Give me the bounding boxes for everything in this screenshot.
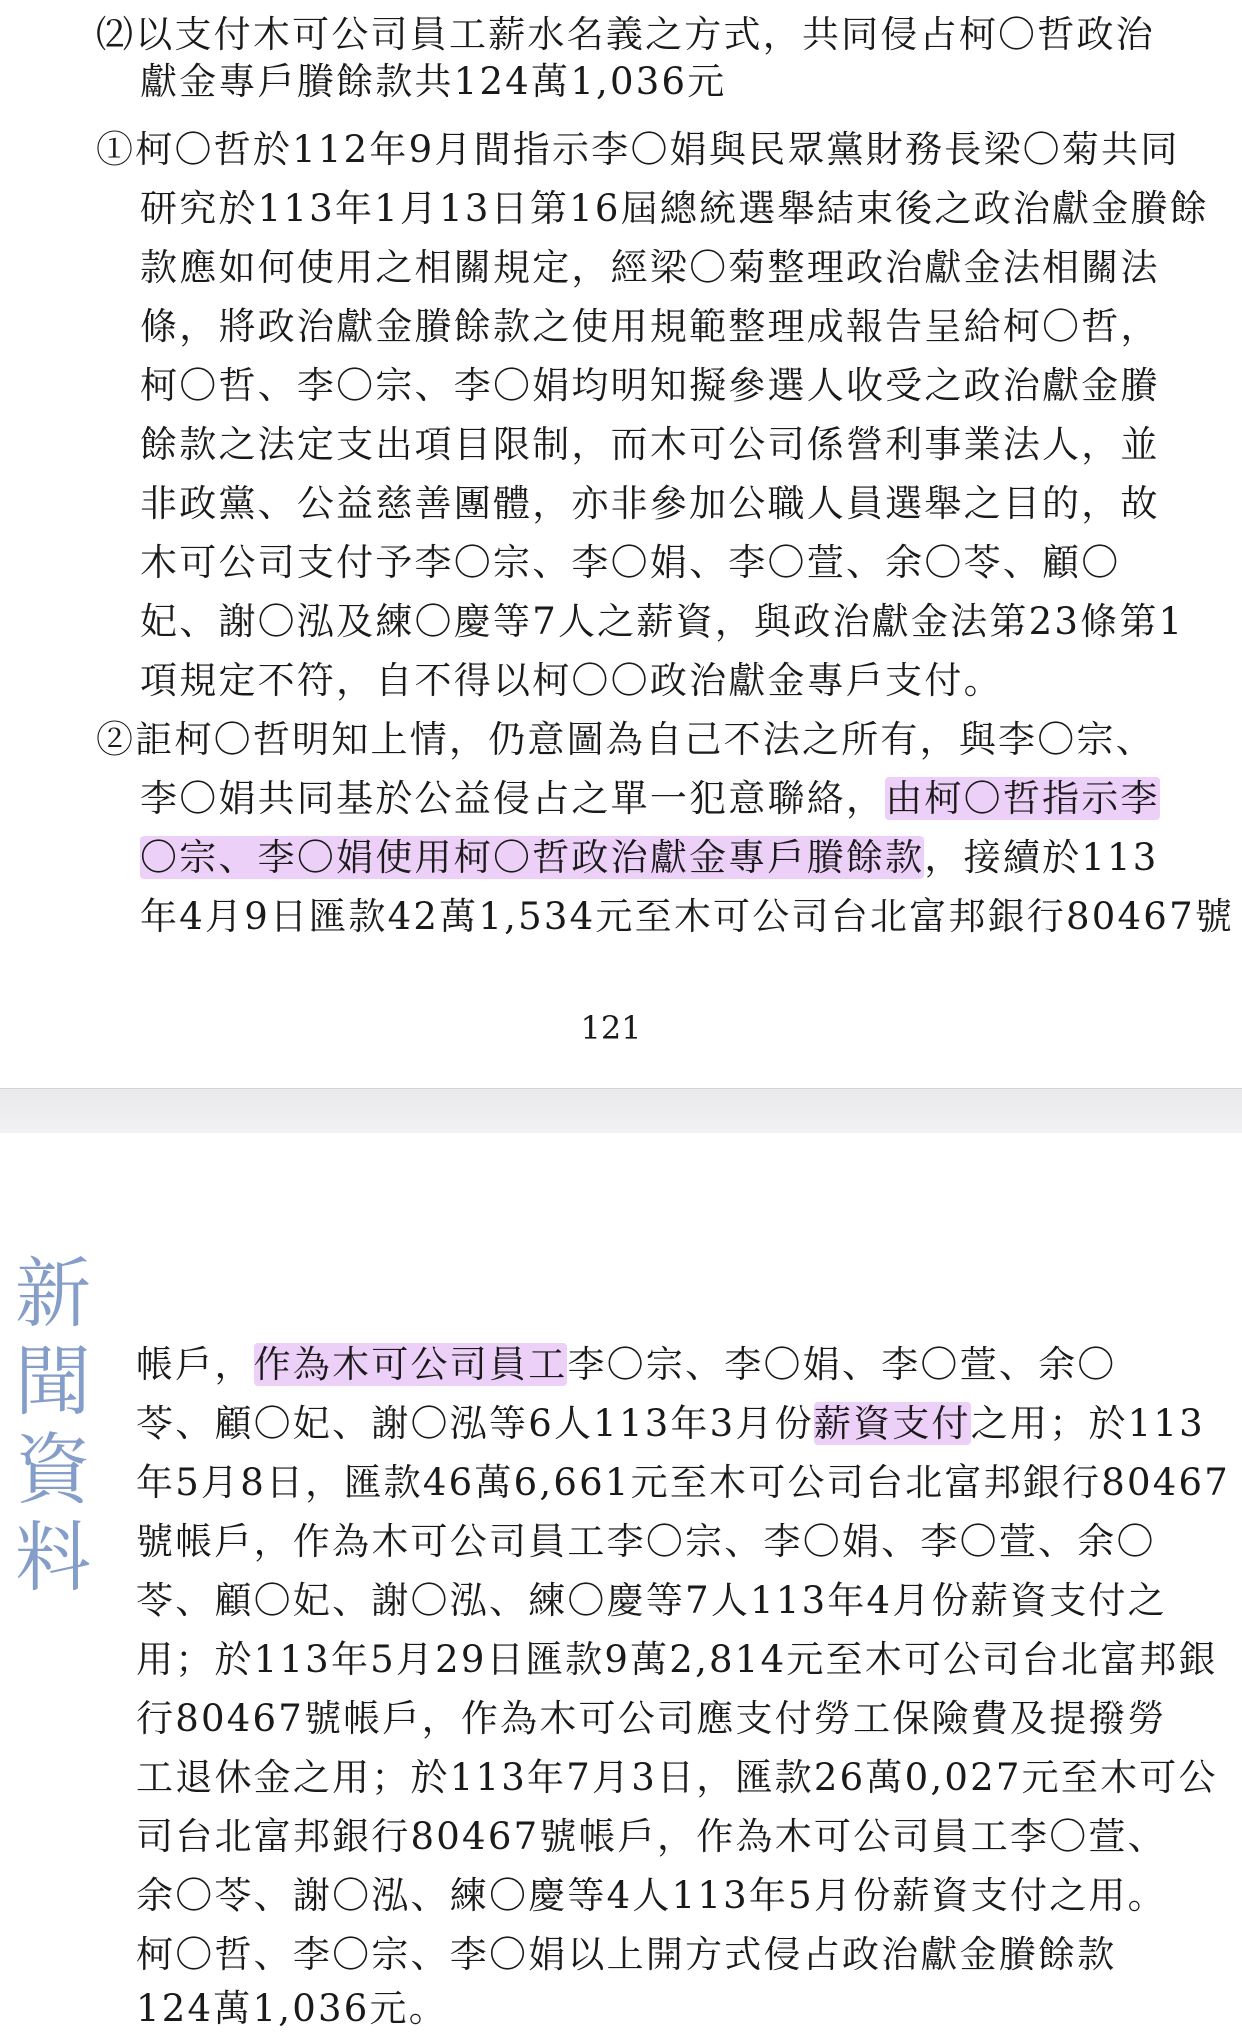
text-line: 行80467號帳戶，作為木可公司應支付勞工保險費及提撥勞 [136,1697,1167,1740]
text-line [136,1399,1205,1449]
text-line: 獻金專戶賸餘款共124萬1,036元 [140,60,727,103]
text-line [136,1340,1117,1390]
text-segment: 帳戶， [136,1343,254,1386]
text-line: 號帳戶，作為木可公司員工李〇宗、李〇娟、李〇萱、余〇 [136,1520,1156,1563]
text-line: 年4月9日匯款42萬1,534元至木可公司台北富邦銀行80467號 [140,895,1235,938]
text-line [140,774,1160,824]
page-number: 121 [580,1009,642,1047]
text-line: 項規定不符，自不得以柯〇〇政治獻金專戶支付。 [140,659,1003,702]
news-material-stamp [8,1250,98,1602]
text-segment: 李〇娟共同基於公益侵占之單一犯意聯絡， [140,777,886,820]
text-line: 柯〇哲、李〇宗、李〇娟以上開方式侵占政治獻金賸餘款 [136,1933,1117,1976]
text-line: 研究於113年1月13日第16屆總統選舉結束後之政治獻金賸餘 [140,187,1209,230]
text-line: 妃、謝〇泓及練〇慶等7人之薪資，與政治獻金法第23條第1 [140,600,1185,643]
text-line: 司台北富邦銀行80467號帳戶，作為木可公司員工李〇萱、 [136,1815,1167,1858]
text-line: 柯〇哲、李〇宗、李〇娟均明知擬參選人收受之政治獻金賸 [140,364,1160,407]
text-line: 余〇苓、謝〇泓、練〇慶等4人113年5月份薪資支付之用。 [136,1874,1167,1917]
stamp-char: 新 [15,1249,91,1338]
page-separator [0,1088,1242,1134]
paragraph-1-start: ①柯〇哲於112年9月間指示李〇娟與民眾黨財務長梁〇菊共同 [96,128,1180,171]
highlighted-text: 由柯〇哲指示李 [885,777,1160,820]
text-line: 年5月8日，匯款46萬6,661元至木可公司台北富邦銀行80467 [136,1461,1231,1504]
text-line [140,833,1159,883]
highlighted-text: 作為木可公司員工 [253,1343,568,1386]
text-line: 非政黨、公益慈善團體，亦非參加公職人員選舉之目的，故 [140,482,1160,525]
text-line: 餘款之法定支出項目限制，而木可公司係營利事業法人，並 [140,423,1160,466]
stamp-char: 資 [15,1425,91,1514]
text-line: 款應如何使用之相關規定，經梁〇菊整理政治獻金法相關法 [140,246,1160,289]
text-line: 木可公司支付予李〇宗、李〇娟、李〇萱、余〇苓、顧〇 [140,541,1121,584]
text-segment: ，接續於113 [924,836,1159,879]
text-segment: 之用；於113 [970,1402,1205,1445]
stamp-char: 料 [15,1513,91,1602]
highlighted-text: 〇宗、李〇娟使用柯〇哲政治獻金專戶賸餘款 [140,836,925,879]
text-line: 工退休金之用；於113年7月3日，匯款26萬0,027元至木可公 [136,1756,1218,1799]
highlighted-text: 薪資支付 [813,1402,971,1445]
stamp-char: 聞 [15,1337,91,1426]
paragraph-2-start: ②詎柯〇哲明知上情，仍意圖為自己不法之所有，與李〇宗、 [96,718,1155,761]
text-line: 124萬1,036元。 [136,1987,448,2030]
text-line: 用；於113年5月29日匯款9萬2,814元至木可公司台北富邦銀 [136,1638,1218,1681]
text-segment: 苓、顧〇妃、謝〇泓等6人113年3月份 [136,1402,814,1445]
text-line: 條，將政治獻金賸餘款之使用規範整理成報告呈給柯〇哲， [140,305,1160,348]
text-line: 苓、顧〇妃、謝〇泓、練〇慶等7人113年4月份薪資支付之 [136,1579,1167,1622]
text-segment: 李〇宗、李〇娟、李〇萱、余〇 [567,1343,1117,1386]
section-heading: ⑵以支付木可公司員工薪水名義之方式，共同侵占柯〇哲政治 [96,13,1155,56]
